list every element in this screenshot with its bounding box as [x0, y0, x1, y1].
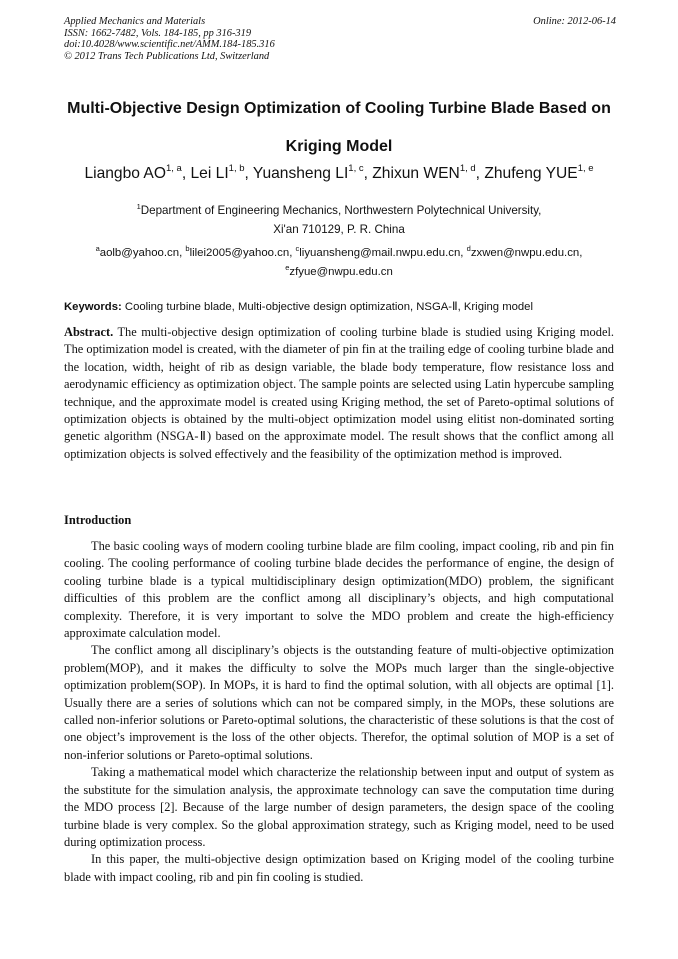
title-line-2: Kriging Model — [285, 138, 393, 155]
email-list: $^a$aolb@yahoo.cn, $^b$lilei2005@yahoo.cn, $^c$liyuansheng@mail.nwpu.edu.cn, $^d$zxwen@nwpu.edu.cn, $^e$zfyue@nwpu.edu.cn — [95, 244, 583, 278]
affiliation — [40, 201, 638, 239]
author-sup: 1, a — [165, 163, 182, 174]
email-address: lilei2005@yahoo.cn — [189, 247, 290, 259]
email-address: liyuansheng@mail.nwpu.edu.cn — [299, 247, 461, 259]
doi-line: doi:10.4028/www.scientific.net/AMM.184-185.316 — [64, 39, 275, 51]
author-name: Liangbo AO — [84, 165, 166, 182]
abstract — [64, 324, 614, 463]
affiliation-line-2: Xi'an 710129, P. R. China — [273, 223, 405, 236]
online-date: Online: 2012-06-14 — [533, 16, 616, 27]
abstract-text: The multi-objective design optimization of cooling turbine blade is studied using Kriging model. The optimization model is created, with the diameter of pin fin at the trailing edge of cooling turbine blade and the location, width, height of rib as design variable, the blade body temperature, flow resistance loss and aerodynamic efficiency as optimization object. The sample points are selected using Latin hypercube sampling technique, and the approximate model is created using Kriging method, the set of Pareto-optimal solutions of optimization objects is obtained by the multi-object optimization model using elitist non-dominated sorting genetic algorithm (NSGA-Ⅱ) based on the approximate model. The result shows that the conflict among all optimization objects is solved effectively and the feasibility of the optimization method is improved. — [64, 325, 614, 461]
issn-line: ISSN: 1662-7482, Vols. 184-185, pp 316-319 — [64, 27, 252, 39]
author-name: Zhufeng YUE — [484, 165, 578, 182]
author-name: Yuansheng LI — [252, 165, 349, 182]
author-list: Liangbo AO$^{1, a}$, Lei LI$^{1, b}$, Yuansheng LI$^{1, c}$, Zhixun WEN$^{1, d}$, Zhufeng YUE$^{1, e}$ — [84, 163, 594, 182]
introduction-body — [64, 538, 614, 886]
email-sup: b — [185, 244, 190, 253]
journal-name: Applied Mechanics and Materials — [64, 16, 206, 27]
introduction-heading: Introduction — [64, 513, 132, 527]
email-sup: a — [95, 244, 100, 253]
affiliation-line-1: Department of Engineering Mechanics, Northwestern Polytechnical University, — [140, 204, 542, 217]
copyright-line: © 2012 Trans Tech Publications Ltd, Switzerland — [64, 50, 270, 62]
paragraph: The conflict among all disciplinary’s objects is the outstanding feature of multi-objective optimization problem(MOP), and it makes the difficulty to solve the MOPs much larger than the single-objective optimization problem(SOP). In MOPs, it is hard to find the optimal solution, with all objects are optimal [1]. Usually there are a series of solutions which can not be compared simply, in the MOPs, these solutions are called non-inferior solutions or Pareto-optimal solutions, the characteristic of these solutions is that the cost of one object’s improvement is the loss of the other objects. Therefor, the optimal solution of MOP is a set of non-inferior solutions or Pareto-optimal solutions. — [64, 643, 614, 762]
email-sup: d — [466, 244, 471, 253]
author-sup: 1, d — [459, 163, 476, 174]
paragraph: The basic cooling ways of modern cooling turbine blade are film cooling, impact cooling, rib and pin fin cooling. The cooling performance of cooling turbine blade decides the performance of engine, the design of cooling turbine blade is a typical multidisciplinary design optimization(MDO) problem, the significant difficulties of this problem are the conflict among all disciplinary’s objects, and high computational complexity. Therefore, it is very important to solve the MDO problem and create the high-efficiency approximate calculation model. — [64, 539, 614, 641]
abstract-label: Abstract. — [64, 325, 114, 339]
author-name: Zhixun WEN — [372, 165, 460, 182]
paragraph: In this paper, the multi-objective design optimization based on Kriging model of the cooling turbine blade with impact cooling, rib and pin fin cooling is studied. — [64, 852, 614, 884]
page-header — [64, 16, 616, 62]
email-sup: e — [285, 263, 290, 272]
keywords-text: Cooling turbine blade, Multi-objective design optimization, NSGA-Ⅱ, Kriging model — [124, 301, 533, 313]
email-sup: c — [295, 244, 300, 253]
keywords-label: Keywords: — [64, 301, 122, 313]
author-sup: 1, b — [228, 163, 245, 174]
title-line-1: Multi-Objective Design Optimization of Cooling Turbine Blade Based on — [67, 100, 611, 117]
email-address: zfyue@nwpu.edu.cn — [289, 266, 393, 278]
affiliation-sup: 1 — [136, 202, 141, 211]
paper-title — [40, 90, 638, 166]
keywords — [64, 300, 624, 313]
author-sup: 1, e — [577, 163, 594, 174]
author-name: Lei LI — [190, 165, 229, 182]
paragraph: Taking a mathematical model which characterize the relationship between input and output of system as the substitute for the simulation analysis, the approximate technology can save the computation time during the MDO process [2]. Because of the large number of design parameters, the design space of the cooling turbine blade is very complex. So the global approximation strategy, such as Kriging model, need to be used during optimization process. — [64, 765, 614, 849]
email-address: aolb@yahoo.cn — [99, 247, 180, 259]
email-address: zxwen@nwpu.edu.cn — [470, 247, 580, 259]
author-sup: 1, c — [348, 163, 364, 174]
